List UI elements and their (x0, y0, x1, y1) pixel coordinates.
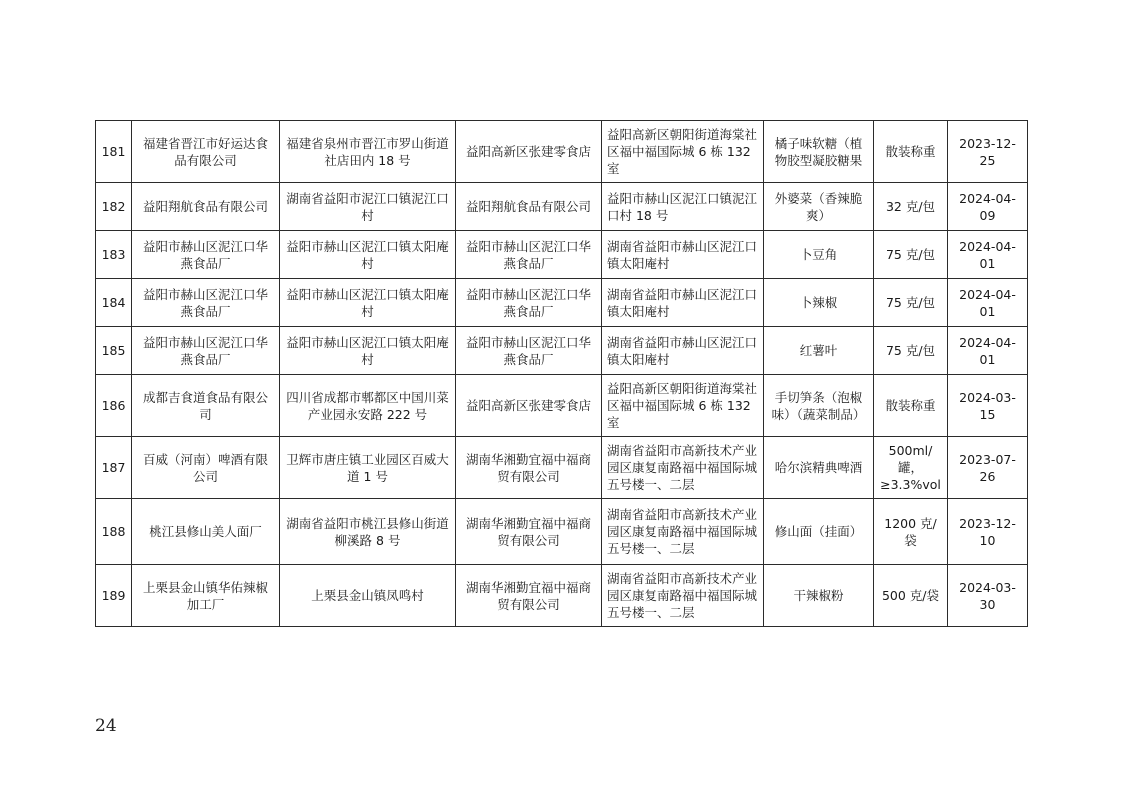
manufacturer-address: 四川省成都市郫都区中国川菜产业园永安路 222 号 (280, 375, 456, 437)
production-date: 2023-12-10 (948, 499, 1028, 565)
row-number: 184 (96, 279, 132, 327)
production-date: 2024-04-01 (948, 231, 1028, 279)
production-date: 2023-07-26 (948, 437, 1028, 499)
production-date: 2024-04-09 (948, 183, 1028, 231)
product-name: 哈尔滨精典啤酒 (764, 437, 874, 499)
product-name: 干辣椒粉 (764, 565, 874, 627)
manufacturer-address: 益阳市赫山区泥江口镇太阳庵村 (280, 279, 456, 327)
seller-name: 湖南华湘勤宜福中福商贸有限公司 (456, 437, 602, 499)
product-name: 红薯叶 (764, 327, 874, 375)
production-date: 2023-12-25 (948, 121, 1028, 183)
manufacturer-address: 湖南省益阳市桃江县修山街道柳溪路 8 号 (280, 499, 456, 565)
product-name: 手切笋条（泡椒味）（蔬菜制品） (764, 375, 874, 437)
manufacturer-name: 桃江县修山美人面厂 (132, 499, 280, 565)
seller-name: 益阳翔航食品有限公司 (456, 183, 602, 231)
table-row (96, 327, 1028, 375)
product-spec: 500ml/罐，≥3.3%vol (874, 437, 948, 499)
product-name: 修山面（挂面） (764, 499, 874, 565)
manufacturer-name: 益阳市赫山区泥江口华燕食品厂 (132, 279, 280, 327)
product-name: 橘子味软糖（植物胶型凝胶糖果 (764, 121, 874, 183)
table-row (96, 437, 1028, 499)
production-date: 2024-03-15 (948, 375, 1028, 437)
row-number: 188 (96, 499, 132, 565)
production-date: 2024-03-30 (948, 565, 1028, 627)
production-date: 2024-04-01 (948, 279, 1028, 327)
seller-address: 湖南省益阳市高新技术产业园区康复南路福中福国际城五号楼一、二层 (602, 499, 764, 565)
seller-address: 湖南省益阳市赫山区泥江口镇太阳庵村 (602, 279, 764, 327)
product-name: 卜豆角 (764, 231, 874, 279)
row-number: 189 (96, 565, 132, 627)
manufacturer-name: 益阳市赫山区泥江口华燕食品厂 (132, 327, 280, 375)
table-row (96, 375, 1028, 437)
table-row (96, 183, 1028, 231)
row-number: 183 (96, 231, 132, 279)
manufacturer-address: 卫辉市唐庄镇工业园区百威大道 1 号 (280, 437, 456, 499)
manufacturer-name: 百威（河南）啤酒有限公司 (132, 437, 280, 499)
manufacturer-name: 益阳翔航食品有限公司 (132, 183, 280, 231)
manufacturer-name: 成都吉食道食品有限公司 (132, 375, 280, 437)
seller-name: 益阳高新区张建零食店 (456, 375, 602, 437)
manufacturer-name: 上栗县金山镇华佑辣椒加工厂 (132, 565, 280, 627)
product-spec: 散装称重 (874, 121, 948, 183)
seller-name: 益阳高新区张建零食店 (456, 121, 602, 183)
manufacturer-name: 福建省晋江市好运达食品有限公司 (132, 121, 280, 183)
production-date: 2024-04-01 (948, 327, 1028, 375)
food-sampling-table (95, 120, 1028, 627)
manufacturer-address: 湖南省益阳市泥江口镇泥江口村 (280, 183, 456, 231)
seller-name: 益阳市赫山区泥江口华燕食品厂 (456, 231, 602, 279)
manufacturer-address: 上栗县金山镇凤鸣村 (280, 565, 456, 627)
table-row (96, 499, 1028, 565)
product-spec: 散装称重 (874, 375, 948, 437)
manufacturer-name: 益阳市赫山区泥江口华燕食品厂 (132, 231, 280, 279)
manufacturer-address: 益阳市赫山区泥江口镇太阳庵村 (280, 327, 456, 375)
row-number: 187 (96, 437, 132, 499)
row-number: 181 (96, 121, 132, 183)
seller-name: 益阳市赫山区泥江口华燕食品厂 (456, 327, 602, 375)
row-number: 185 (96, 327, 132, 375)
seller-address: 益阳高新区朝阳街道海棠社区福中福国际城 6 栋 132 室 (602, 121, 764, 183)
manufacturer-address: 益阳市赫山区泥江口镇太阳庵村 (280, 231, 456, 279)
row-number: 186 (96, 375, 132, 437)
product-spec: 1200 克/袋 (874, 499, 948, 565)
manufacturer-address: 福建省泉州市晋江市罗山街道社店田内 18 号 (280, 121, 456, 183)
row-number: 182 (96, 183, 132, 231)
product-spec: 75 克/包 (874, 279, 948, 327)
product-spec: 32 克/包 (874, 183, 948, 231)
product-spec: 75 克/包 (874, 327, 948, 375)
seller-address: 湖南省益阳市高新技术产业园区康复南路福中福国际城五号楼一、二层 (602, 437, 764, 499)
seller-name: 益阳市赫山区泥江口华燕食品厂 (456, 279, 602, 327)
seller-name: 湖南华湘勤宜福中福商贸有限公司 (456, 565, 602, 627)
product-name: 外婆菜（香辣脆爽） (764, 183, 874, 231)
seller-address: 湖南省益阳市高新技术产业园区康复南路福中福国际城五号楼一、二层 (602, 565, 764, 627)
table-row (96, 121, 1028, 183)
seller-name: 湖南华湘勤宜福中福商贸有限公司 (456, 499, 602, 565)
product-spec: 500 克/袋 (874, 565, 948, 627)
seller-address: 益阳市赫山区泥江口镇泥江口村 18 号 (602, 183, 764, 231)
table-row (96, 565, 1028, 627)
page-number: 24 (95, 716, 117, 736)
table-body (96, 121, 1028, 627)
seller-address: 益阳高新区朝阳街道海棠社区福中福国际城 6 栋 132 室 (602, 375, 764, 437)
product-name: 卜辣椒 (764, 279, 874, 327)
table-row (96, 231, 1028, 279)
seller-address: 湖南省益阳市赫山区泥江口镇太阳庵村 (602, 231, 764, 279)
seller-address: 湖南省益阳市赫山区泥江口镇太阳庵村 (602, 327, 764, 375)
table-row (96, 279, 1028, 327)
product-spec: 75 克/包 (874, 231, 948, 279)
